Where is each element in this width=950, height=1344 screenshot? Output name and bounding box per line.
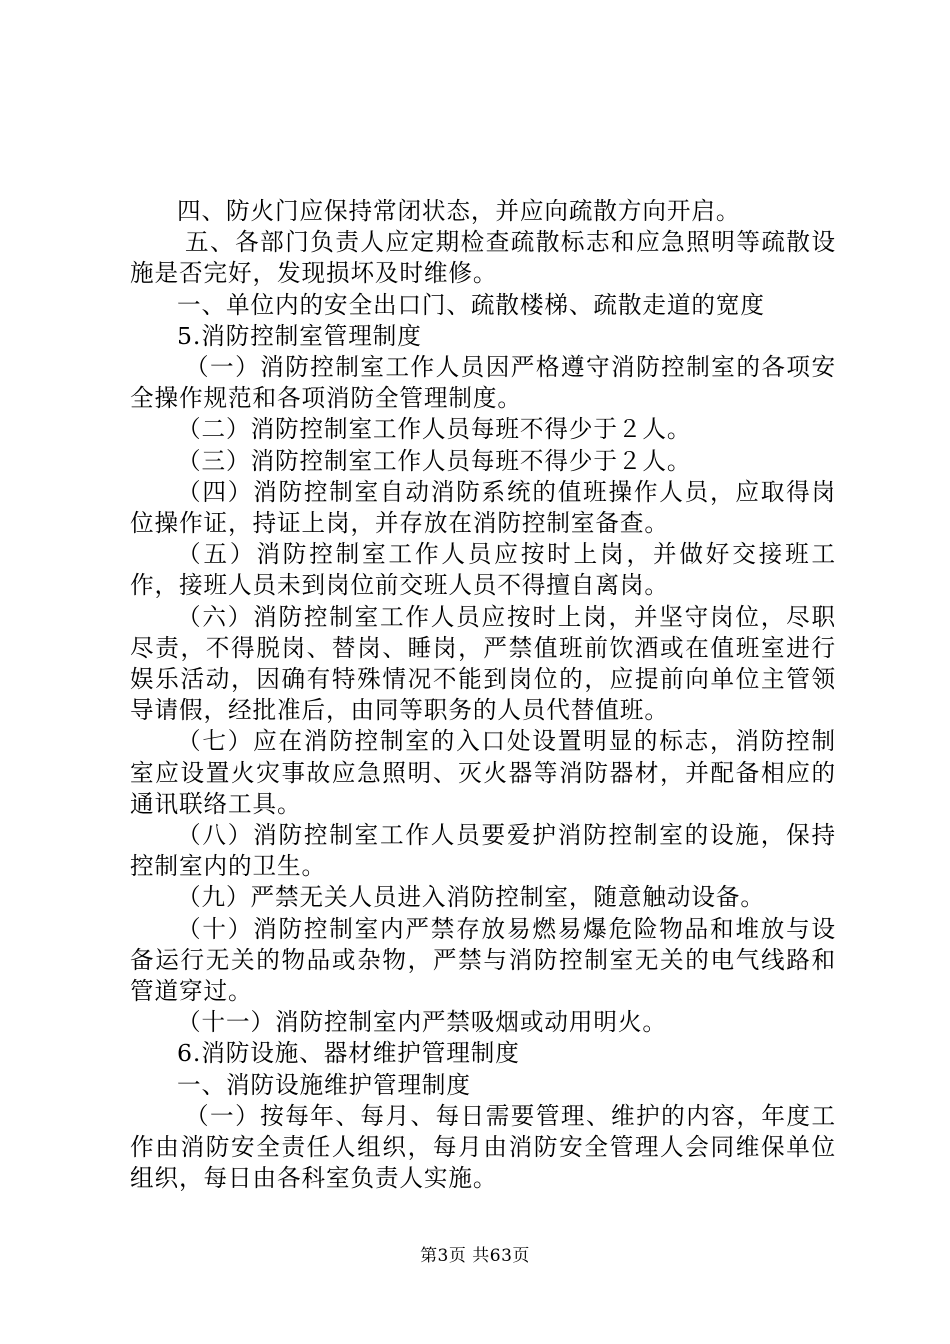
section-heading-control-room: 5.消防控制室管理制度 [177, 321, 422, 350]
paragraph-item-4: （四）消防控制室自动消防系统的值班操作人员，应取得岗位操作证，持证上岗，并存放在消防控制室备查。 [130, 477, 836, 538]
page-number-footer: 第3页 共63页 [420, 1246, 530, 1266]
paragraph-exit-width: 一、单位内的安全出口门、疏散楼梯、疏散走道的宽度 [177, 290, 765, 319]
paragraph-item-6: （六）消防控制室工作人员应按时上岗，并坚守岗位，尽职尽责，不得脱岗、替岗、睡岗，严禁值班前饮酒或在值班室进行娱乐活动，因确有特殊情况不能到岗位的，应提前向单位主管领导请假，经批准后，由同等职务的人员代替值班。 [130, 602, 836, 725]
paragraph-maintenance-item-1: （一）按每年、每月、每日需要管理、维护的内容，年度工作由消防安全责任人组织，每月由消防安全管理人会同维保单位组织，每日由各科室负责人实施。 [130, 1101, 836, 1193]
paragraph-item-11: （十一）消防控制室内严禁吸烟或动用明火。 [177, 1008, 667, 1037]
section-heading-facility-maintenance: 6.消防设施、器材维护管理制度 [177, 1039, 520, 1068]
subsection-heading-facility-maintenance: 一、消防设施维护管理制度 [177, 1070, 471, 1099]
paragraph-item-7: （七）应在消防控制室的入口处设置明显的标志，消防控制室应设置火灾事故应急照明、灭火器等消防器材，并配备相应的通讯联络工具。 [130, 727, 836, 818]
paragraph-item-8: （八）消防控制室工作人员要爱护消防控制室的设施，保持控制室内的卫生。 [130, 821, 836, 881]
paragraph-item-5: （五）消防控制室工作人员应按时上岗，并做好交接班工作，接班人员未到岗位前交班人员不得擅自离岗。 [130, 540, 836, 600]
paragraph-evacuation-check: 五、各部门负责人应定期检查疏散标志和应急照明等疏散设施是否完好，发现损坏及时维修。 [130, 228, 836, 288]
paragraph-item-9: （九）严禁无关人员进入消防控制室，随意触动设备。 [177, 883, 765, 912]
paragraph-item-1: （一）消防控制室工作人员因严格遵守消防控制室的各项安全操作规范和各项消防全管理制度。 [130, 353, 836, 413]
paragraph-item-10: （十）消防控制室内严禁存放易燃易爆危险物品和堆放与设备运行无关的物品或杂物，严禁与消防控制室无关的电气线路和管道穿过。 [130, 914, 836, 1006]
paragraph-fire-door: 四、防火门应保持常闭状态，并应向疏散方向开启。 [177, 197, 741, 225]
paragraph-item-3: （三）消防控制室工作人员每班不得少于２人。 [177, 446, 692, 475]
document-body [130, 196, 836, 1195]
paragraph-item-2: （二）消防控制室工作人员每班不得少于２人。 [177, 415, 692, 444]
